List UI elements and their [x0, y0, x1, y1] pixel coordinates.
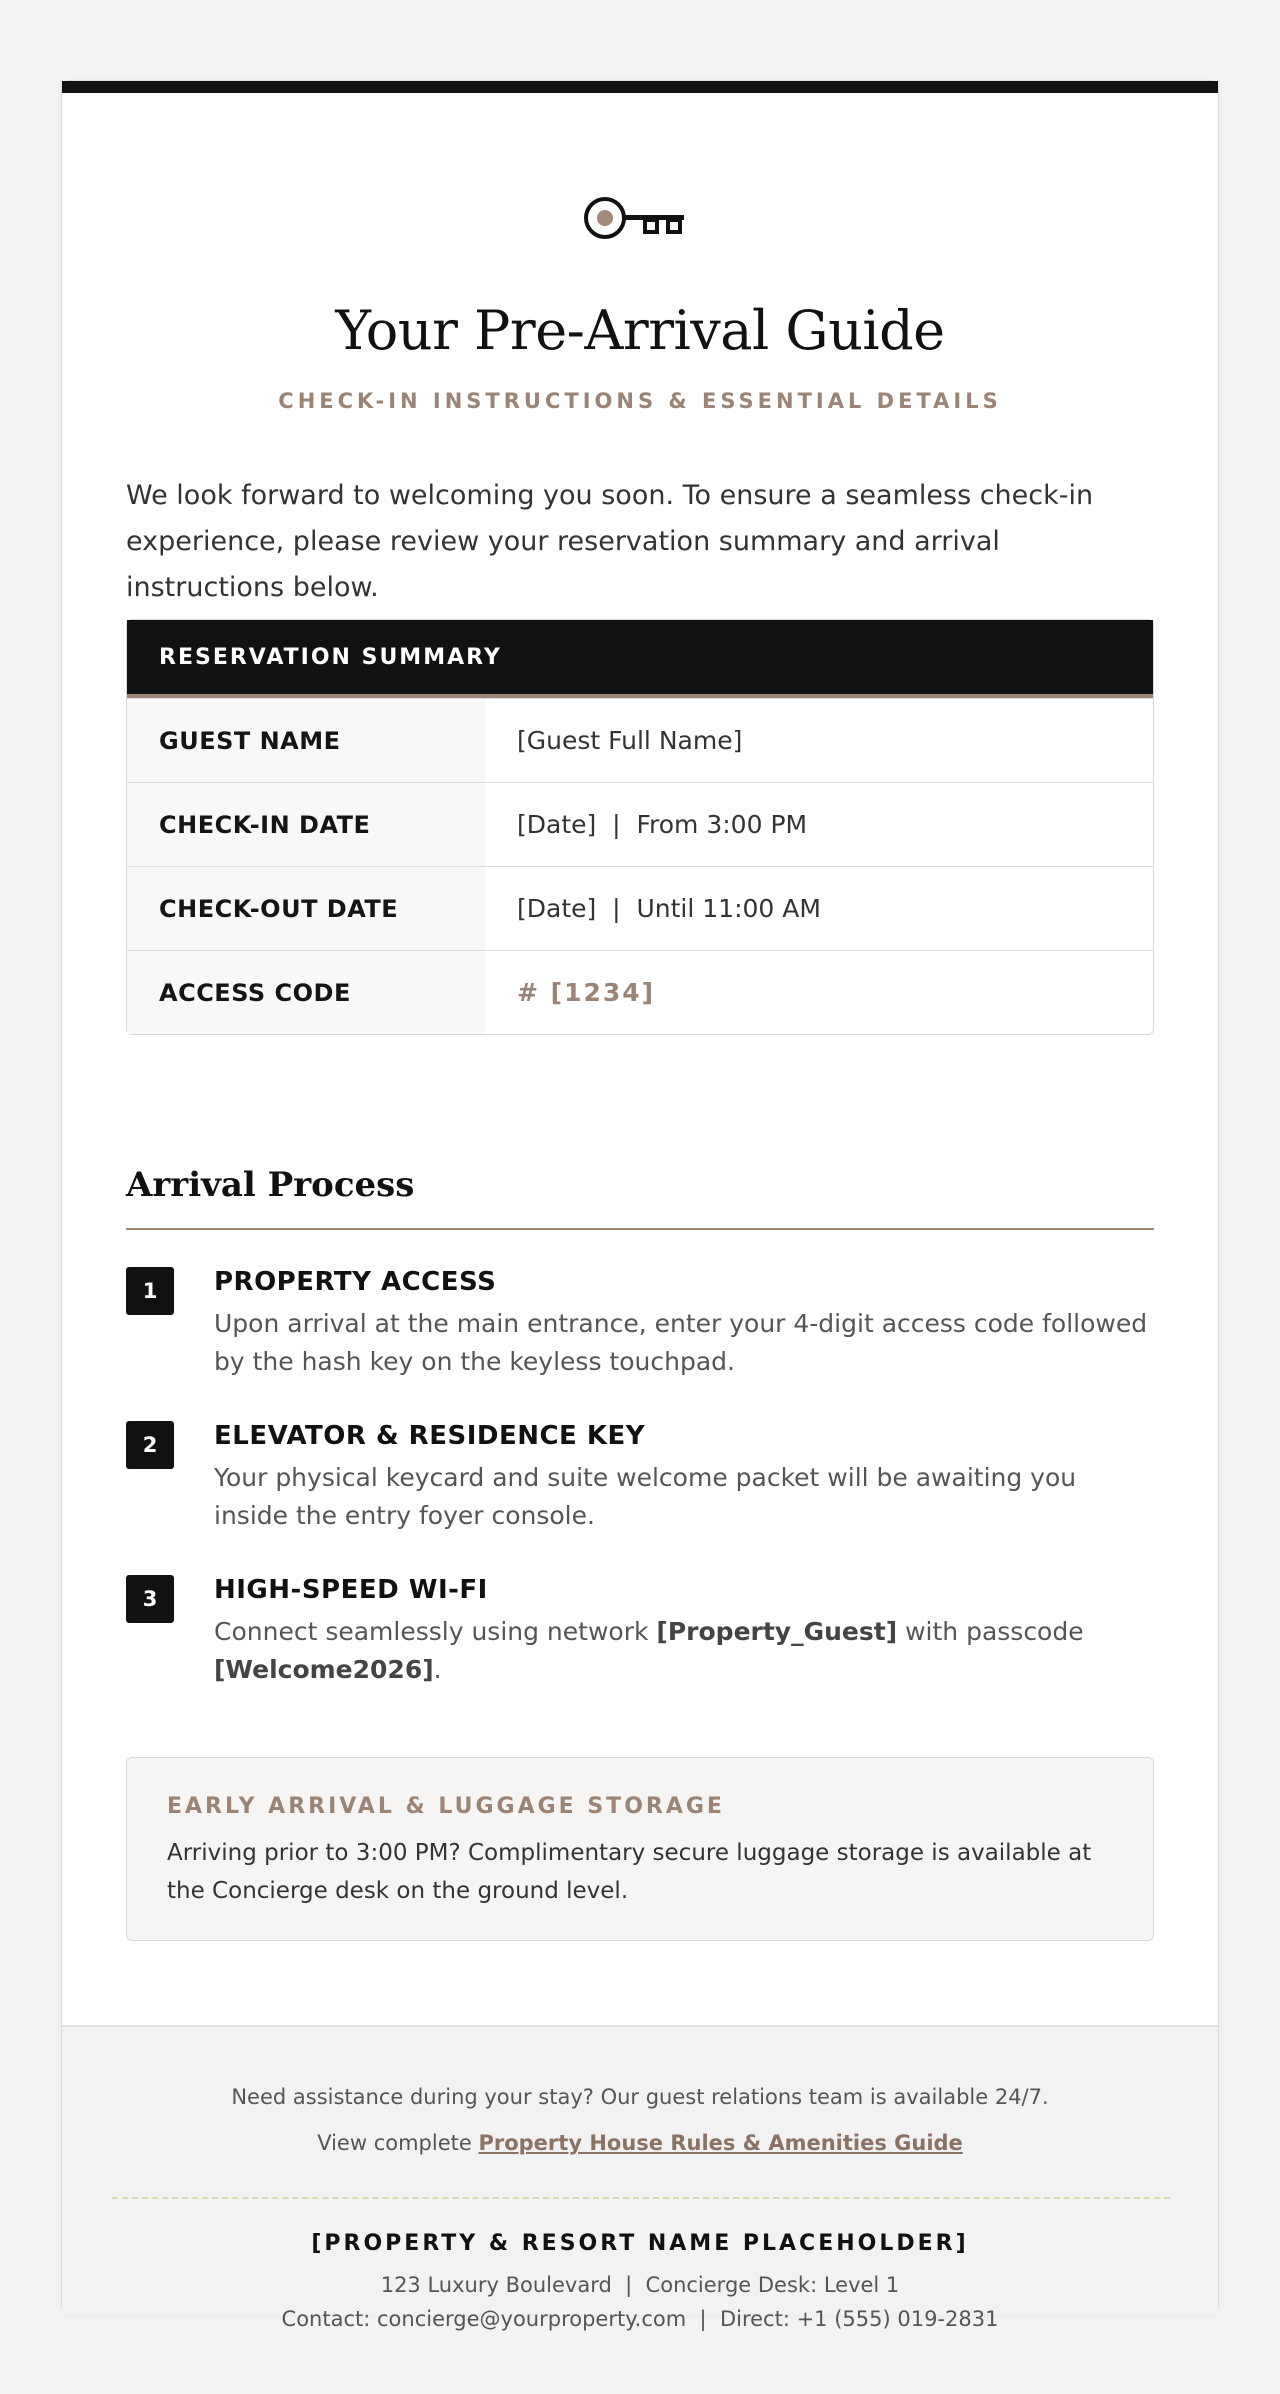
access-code-value: # [1234]: [517, 978, 656, 1007]
address-text: 123 Luxury Boulevard | Concierge Desk: Level 1: [380, 2273, 900, 2297]
step-number-badge: 2: [126, 1421, 174, 1469]
intro-text: We look forward to welcoming you soon. To ensure a seamless check-in experience, please review your reservation summary and arrival instructions below.: [126, 480, 1094, 603]
step-description: [214, 1613, 1154, 1689]
guide-card: [61, 80, 1219, 2331]
footer-divider: [112, 2197, 1170, 2199]
callout-title: EARLY ARRIVAL & LUGGAGE STORAGE: [167, 1794, 725, 1819]
property-address: [62, 2273, 1218, 2297]
callout-body: Arriving prior to 3:00 PM? Complimentary secure luggage storage is available at the Concierge desk on the ground level.: [167, 1840, 1092, 1904]
step-description: Your physical keycard and suite welcome packet will be awaiting you inside the entry foyer console.: [214, 1463, 1077, 1530]
row-value: [Guest Full Name]: [517, 726, 743, 755]
wifi-text-suffix: .: [433, 1655, 442, 1684]
step-description: Upon arrival at the main entrance, enter your 4-digit access code followed by the hash key on the keyless touchpad.: [214, 1309, 1148, 1376]
reservation-row-guest-name: [127, 698, 1153, 782]
row-label: CHECK-OUT DATE: [127, 867, 485, 950]
step-title: PROPERTY ACCESS: [214, 1267, 497, 1297]
page-title: Your Pre-Arrival Guide: [335, 299, 945, 362]
row-label: ACCESS CODE: [127, 951, 485, 1034]
section-divider: [126, 1228, 1154, 1230]
property-name: [PROPERTY & RESORT NAME PLACEHOLDER]: [311, 2231, 969, 2256]
contact-text: Contact: concierge@yourproperty.com | Direct: +1 (555) 019-2831: [281, 2307, 999, 2331]
reservation-row-check-in: [127, 782, 1153, 866]
wifi-network-name: [Property_Guest]: [656, 1617, 898, 1646]
step-title: HIGH-SPEED WI-FI: [214, 1575, 488, 1605]
property-contact: [62, 2307, 1218, 2331]
key-icon: [582, 188, 702, 248]
step-number-badge: 1: [126, 1267, 174, 1315]
wifi-passcode: [Welcome2026]: [214, 1655, 434, 1684]
page-subtitle: CHECK-IN INSTRUCTIONS & ESSENTIAL DETAILS: [278, 389, 1002, 413]
row-value: [Date] | From 3:00 PM: [517, 810, 808, 839]
arrival-process-heading: Arrival Process: [126, 1165, 415, 1205]
reservation-row-check-out: [127, 866, 1153, 950]
house-rules-prefix: View complete: [317, 2131, 479, 2155]
reservation-summary: [126, 619, 1154, 1035]
house-rules-line: [62, 2131, 1218, 2155]
top-accent-bar: [62, 81, 1218, 93]
step-title: ELEVATOR & RESIDENCE KEY: [214, 1421, 646, 1451]
step-number-badge: 3: [126, 1575, 174, 1623]
reservation-row-access-code: [127, 950, 1153, 1034]
row-label: CHECK-IN DATE: [127, 783, 485, 866]
early-arrival-callout: [126, 1757, 1154, 1941]
wifi-text-middle: with passcode: [897, 1617, 1084, 1646]
footer: [62, 2025, 1218, 2331]
row-label: GUEST NAME: [127, 699, 485, 782]
house-rules-link[interactable]: Property House Rules & Amenities Guide: [478, 2131, 963, 2155]
wifi-text-prefix: Connect seamlessly using network: [214, 1617, 657, 1646]
reservation-summary-heading: RESERVATION SUMMARY: [127, 620, 1153, 698]
row-value: [Date] | Until 11:00 AM: [517, 894, 821, 923]
assistance-text: Need assistance during your stay? Our guest relations team is available 24/7.: [231, 2085, 1049, 2109]
